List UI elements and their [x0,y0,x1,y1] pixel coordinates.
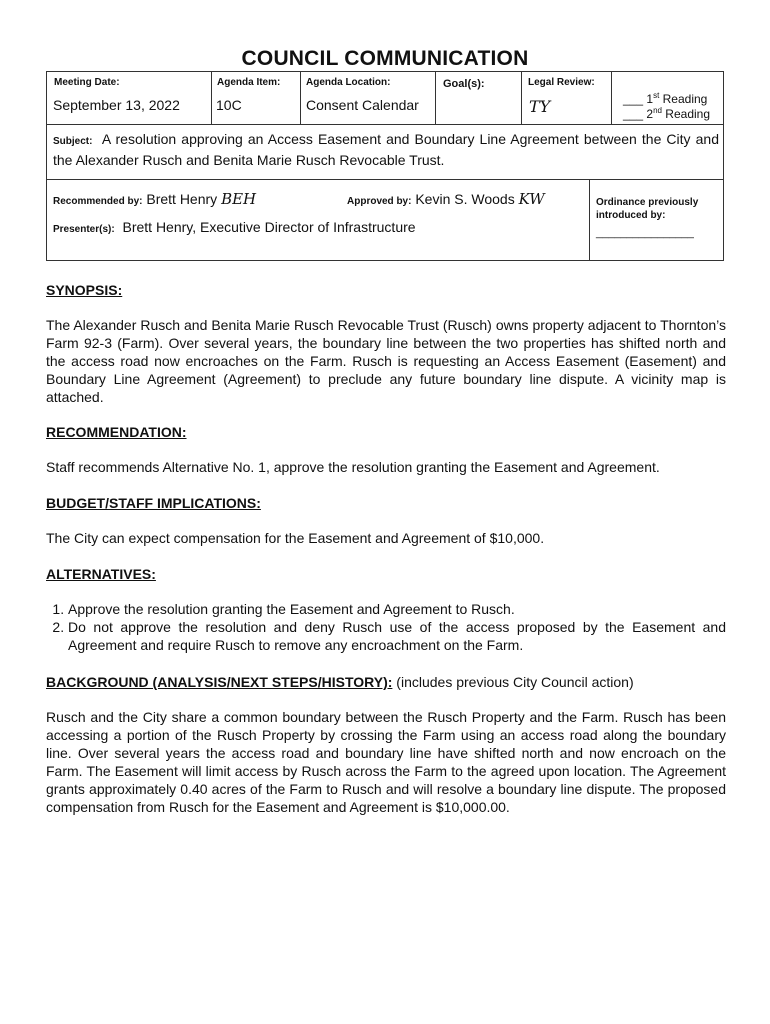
header-table [46,71,724,261]
recommended-by-name: Brett Henry [146,191,218,207]
approved-by [347,190,545,208]
divider [47,124,723,125]
reading-number: 2 [646,107,654,121]
divider [435,72,436,124]
synopsis-text: The Alexander Rusch and Benita Marie Rusch Revocable Trust (Rusch) owns property adjacent to Thornton’s Farm 92-3 (Farm). Over several years, the boundary line between the two properties has shifted north and the access road now encroaches on the Farm. Rusch is requesting an Access Easement (Easement) and Boundary Line Agreement (Agreement) to preclude any future boundary line dispute. A vicinity map is attached. [46,317,726,405]
divider [300,72,301,124]
approved-by-label: Approved by: [347,196,412,207]
agenda-item-label: Agenda Item: [217,77,281,88]
background-heading-row [46,673,726,691]
alternatives-heading: ALTERNATIVES: [46,566,156,582]
ordinance-label-line: Ordinance previously [596,197,699,208]
meeting-date-value: September 13, 2022 [53,97,180,113]
alternatives-list [46,600,726,654]
recommended-by-initials: BEH [221,190,257,208]
divider [589,179,590,261]
list-item: 1. Approve the resolution granting the Easement and Agreement to Rusch. [68,600,726,618]
legal-review-label: Legal Review: [528,77,595,88]
reading-blank: ___ [623,107,644,121]
list-item: 2. Do not approve the resolution and deny Rusch use of the access proposed by the Easement and Agreement and require Rusch to remove any encroachment on the Farm. [68,618,726,654]
presenter [53,219,416,235]
background-text: Rusch and the City share a common boundary between the Rusch Property and the Farm. Rusch has been accessing a portion of the Rusch Property by crossing the Farm using an access road along the boundary line. Over several years the access road and boundary line have shifted north and now encroach on the Farm. The Easement will limit access by Rusch across the Farm to the agreed upon location. The Agreement grants approximately 0.40 acres of the Farm to Rusch and will resolve a boundary line dispute. The proposed compensation from Rusch for the Easement and Agreement is $10,000.00. [46,709,726,815]
subject [53,130,719,169]
budget-text: The City can expect compensation for the Easement and Agreement of $10,000. [46,530,545,546]
divider [521,72,522,124]
meeting-date-label: Meeting Date: [54,77,120,88]
ordinance-label-line: introduced by: [596,210,666,221]
budget-heading: BUDGET/STAFF IMPLICATIONS: [46,495,261,511]
recommended-by [53,190,256,208]
agenda-location-value: Consent Calendar [306,97,419,113]
ordinance-blank: ________________ [596,227,694,239]
subject-text: A resolution approving an Access Easement and Boundary Line Agreement between the City and the Alexander Rusch and Benita Marie Rusch Revocable Trust. [53,131,719,168]
reading-suffix: nd [653,106,662,115]
legal-review-initials: TY [529,97,551,116]
divider [47,179,723,180]
presenter-label: Presenter(s): [53,224,115,235]
synopsis-heading: SYNOPSIS: [46,282,123,298]
recommended-by-label: Recommended by: [53,196,143,207]
divider [211,72,212,124]
reading-suffix: st [653,91,660,100]
reading-word: Reading [661,107,711,121]
goals-label: Goal(s): [443,78,485,90]
agenda-location-label: Agenda Location: [306,77,391,88]
reading-blank: ___ [623,92,644,106]
approved-by-name: Kevin S. Woods [415,191,515,207]
agenda-item-value: 10C [216,97,242,113]
reading-second [623,104,710,121]
recommendation-text: Staff recommends Alternative No. 1, approve the resolution granting the Easement and Agreement. [46,459,660,475]
approved-by-initials: KW [518,190,545,208]
reading-word: Reading [659,92,708,106]
background-heading-note: (includes previous City Council action) [392,674,634,690]
ordinance-label [596,196,698,222]
presenter-name: Brett Henry, Executive Director of Infrastructure [122,219,416,235]
background-heading: BACKGROUND (ANALYSIS/NEXT STEPS/HISTORY): [46,674,393,690]
recommendation-heading: RECOMMENDATION: [46,424,187,440]
reading-number: 1 [646,92,654,106]
divider [611,72,612,124]
subject-label: Subject: [53,136,93,147]
document-title: COUNCIL COMMUNICATION [241,47,529,70]
